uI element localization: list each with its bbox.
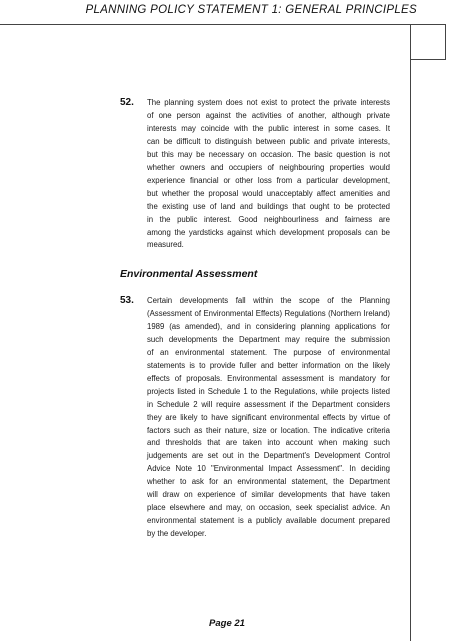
- text-line: by the developer.: [147, 529, 207, 539]
- header-corner-box: [410, 24, 446, 60]
- text-line: Advice Note 10 "Environmental Impact Assessment". In deciding: [147, 464, 390, 474]
- text-line: place elsewhere and may, on occasion, seek specialist advice. An: [147, 503, 390, 513]
- text-line: interests may coincide with the public interest in some cases. It: [147, 123, 390, 133]
- text-line: factors such as their nature, size or location. The indicative criteria: [147, 425, 390, 435]
- paragraph-number: 53.: [120, 295, 134, 306]
- page-number: Page 21: [209, 618, 245, 629]
- text-line: in the public interest. Good neighbourliness and fairness are: [147, 214, 390, 224]
- text-line: but whether the proposal would unacceptably affect amenities and: [147, 188, 390, 198]
- text-line: (Assessment of Environmental Effects) Regulations (Northern Ireland): [147, 308, 390, 318]
- text-line: can be difficult to distinguish between public and private interests,: [147, 136, 390, 146]
- page-margin-line: [410, 24, 411, 641]
- text-line: in Schedule 2 will require assessment if the Department considers: [147, 399, 390, 409]
- paragraph-number: 52.: [120, 97, 134, 108]
- text-line: among the yardsticks against which development proposals can be: [147, 227, 390, 237]
- text-line: and thresholds that are taken into account when making such: [147, 438, 390, 448]
- text-line: they are likely to have significant environmental effects by virtue of: [147, 412, 390, 422]
- text-line: projects listed in Schedule 1 to the Regulations, while projects listed: [147, 386, 390, 396]
- text-line: judgements are set out in the Department's Development Control: [147, 451, 390, 461]
- text-line: of an environmental statement. The purpose of environmental: [147, 347, 390, 357]
- text-line: of one person against the activities of another, although private: [147, 110, 390, 120]
- text-line: effects of proposals. Environmental assessment is mandatory for: [147, 373, 390, 383]
- text-line: Certain developments fall within the scope of the Planning: [147, 296, 390, 305]
- text-line: experience financial or other loss from a particular development,: [147, 175, 390, 185]
- text-line: whether owners and occupiers of neighbouring properties would: [147, 162, 390, 172]
- text-line: environmental statement is a publicly available document prepared: [147, 516, 390, 526]
- header-rule: [0, 24, 410, 25]
- section-heading: Environmental Assessment: [120, 268, 258, 280]
- text-line: but this may be necessary on occasion. The basic question is not: [147, 149, 390, 159]
- text-line: measured.: [147, 240, 184, 250]
- running-header-title: PLANNING POLICY STATEMENT 1: GENERAL PRINCIPLES: [85, 4, 417, 16]
- text-line: the existing use of land and buildings that ought to be protected: [147, 201, 390, 211]
- paragraph-53: [120, 295, 390, 541]
- text-line: 1989 (as amended), and in considering planning applications for: [147, 321, 390, 331]
- paragraph-body: [120, 97, 390, 252]
- text-line: whether to ask for an environmental statement, the Department: [147, 477, 390, 487]
- paragraph-52: [120, 97, 390, 252]
- text-line: statements is to provide fuller and better information on the likely: [147, 360, 390, 370]
- text-line: such developments the Department may require the submission: [147, 334, 390, 344]
- paragraph-body: [120, 295, 390, 541]
- text-line: The planning system does not exist to protect the private interests: [147, 98, 390, 107]
- text-line: will draw on experience of similar developments that have taken: [147, 490, 390, 500]
